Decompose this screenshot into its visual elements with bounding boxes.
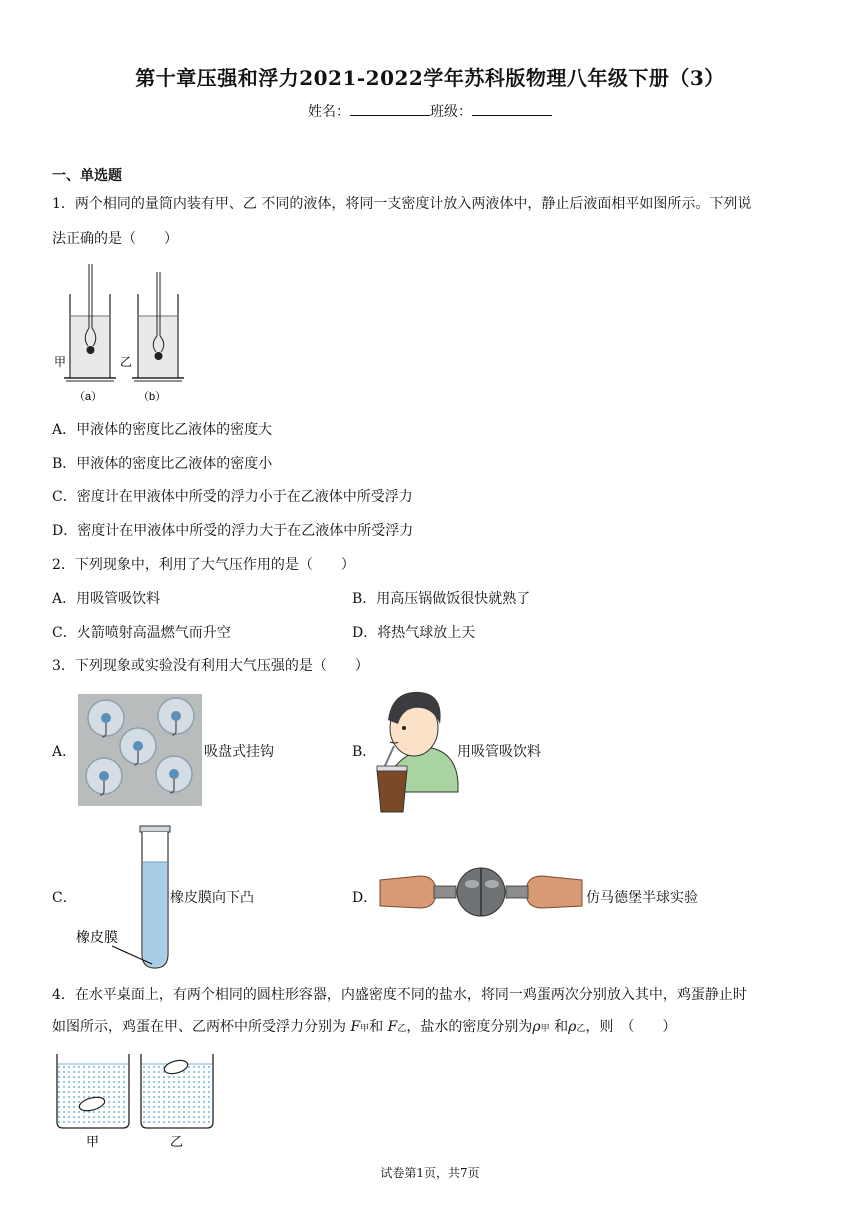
- q3-stem: 3．下列现象或实验没有利用大气压强的是（ ）: [52, 658, 369, 674]
- rubber-membrane-label: 橡皮膜: [76, 929, 118, 945]
- q1-fig-label-yi: 乙: [120, 355, 133, 369]
- q3-option-d-text: 仿马德堡半球实验: [586, 890, 698, 906]
- q1-option-d: D．密度计在甲液体中所受的浮力大于在乙液体中所受浮力: [52, 523, 414, 539]
- page-footer: 试卷第1页，共7页: [380, 1166, 480, 1180]
- q3-option-d-letter: D．: [352, 890, 378, 906]
- class-label: 班级：: [430, 104, 472, 120]
- q4-stem-line2: [52, 1017, 676, 1039]
- q1-stem-line2: 法正确的是（ ）: [52, 231, 178, 247]
- magdeburg-hemispheres-image: [380, 866, 582, 918]
- q4-line2-a: 如图所示，鸡蛋在甲、乙两杯中所受浮力分别为: [52, 1019, 346, 1035]
- rho-symbol-jia: ρ: [532, 1019, 541, 1035]
- force-sub-yi: 乙: [397, 1024, 407, 1034]
- q4-he-2: 和: [554, 1019, 569, 1035]
- q2-option-d: D．将热气球放上天: [352, 625, 476, 641]
- cylinder-a: [64, 264, 116, 381]
- student-info: [0, 101, 860, 121]
- rho-sub-jia: 甲: [540, 1024, 550, 1034]
- q3-option-b-letter: B．: [352, 744, 377, 760]
- q2-option-c: C．火箭喷射高温燃气而升空: [52, 625, 231, 641]
- q2-option-b: B．用高压锅做饭很快就熟了: [352, 591, 531, 607]
- q4-fig-label-yi: 乙: [170, 1134, 184, 1149]
- q1-fig-caption-a: （a）: [74, 391, 103, 403]
- section-heading: 一、单选题: [52, 168, 122, 184]
- q4-he-1: 和: [369, 1019, 384, 1035]
- q1-option-c: C．密度计在甲液体中所受的浮力小于在乙液体中所受浮力: [52, 489, 413, 505]
- test-tube-image: [72, 824, 176, 974]
- q1-fig-caption-b: （b）: [138, 391, 167, 403]
- q4-egg-beakers-figure: [52, 1050, 222, 1152]
- q1-hydrometer-figure: [50, 258, 200, 406]
- q1-option-b: B．甲液体的密度比乙液体的密度小: [52, 456, 273, 472]
- force-symbol-jia: F: [350, 1019, 361, 1035]
- page-title: 第十章压强和浮力2021-2022学年苏科版物理八年级下册（3）: [135, 66, 725, 90]
- q4-fig-label-jia: 甲: [86, 1134, 100, 1149]
- q2-option-a: A．用吸管吸饮料: [52, 591, 161, 607]
- q1-stem-line1: 1．两个相同的量筒内装有甲、乙 不同的液体，将同一支密度计放入两液体中，静止后液面相平如图所示。下列说: [52, 196, 752, 212]
- rho-sub-yi: 乙: [576, 1024, 586, 1034]
- rho-symbol-yi: ρ: [568, 1019, 577, 1035]
- q2-stem: 2．下列现象中，利用了大气压作用的是（ ）: [52, 557, 355, 573]
- q4-stem-line1: 4．在水平桌面上，有两个相同的圆柱形容器，内盛密度不同的盐水，将同一鸡蛋两次分别放入其中，鸡蛋静止时: [52, 987, 747, 1003]
- q4-line2-b: ，盐水的密度分别为: [406, 1019, 533, 1035]
- force-sub-jia: 甲: [360, 1024, 370, 1034]
- cylinder-b: [132, 272, 184, 381]
- q3-option-c-text: 橡皮膜向下凸: [170, 890, 254, 906]
- q3-option-b-text: 用吸管吸饮料: [457, 744, 541, 760]
- force-symbol-yi: F: [387, 1019, 398, 1035]
- straw-drinking-image: [374, 684, 458, 814]
- q3-option-c-letter: C．: [52, 890, 77, 906]
- name-label: 姓名：: [308, 104, 350, 120]
- q3-option-a-text: 吸盘式挂钩: [204, 744, 274, 760]
- suction-cups-image: [78, 694, 202, 806]
- q1-fig-label-jia: 甲: [54, 355, 67, 369]
- q1-option-a: A．甲液体的密度比乙液体的密度大: [52, 422, 273, 438]
- q4-line2-c: ，则 （ ）: [585, 1019, 677, 1035]
- class-blank[interactable]: [472, 102, 552, 116]
- q3-option-a-letter: A．: [52, 744, 77, 760]
- name-blank[interactable]: [350, 102, 430, 116]
